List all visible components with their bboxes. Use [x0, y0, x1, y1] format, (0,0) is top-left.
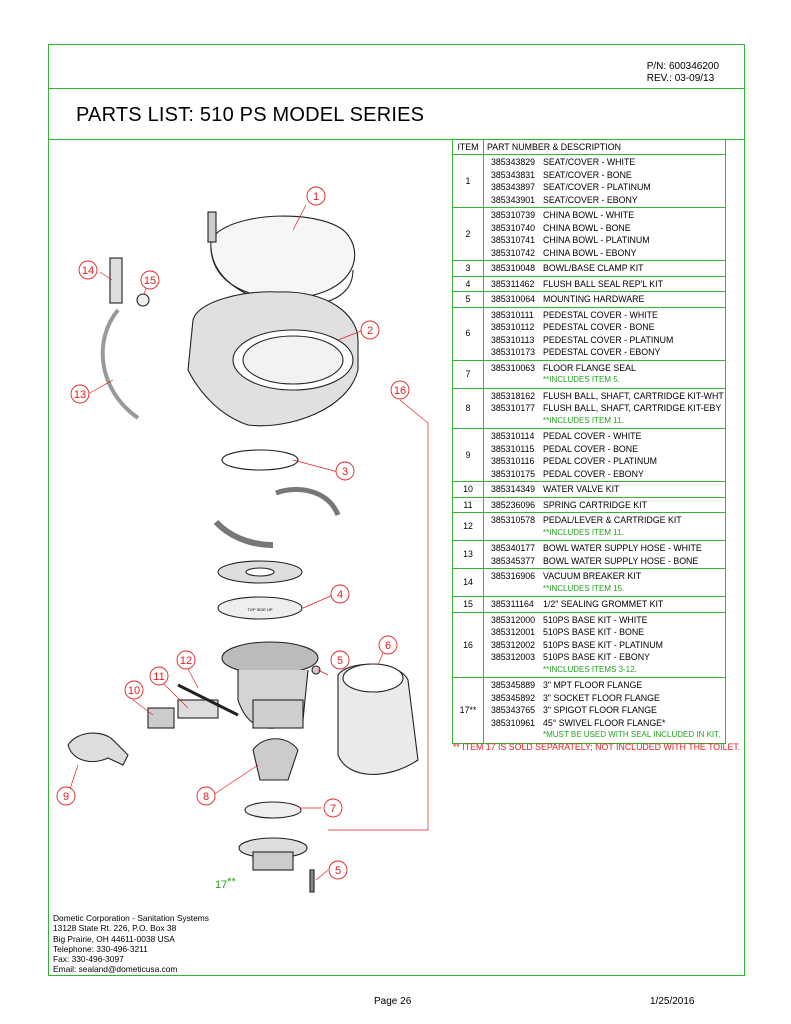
part-description: 510PS BASE KIT - EBONY	[543, 652, 650, 662]
item-description	[484, 360, 726, 388]
part-line	[491, 293, 725, 306]
callout-label: 7	[329, 803, 337, 815]
callout-label: 10	[127, 685, 141, 697]
part-number: 385312000	[491, 614, 536, 625]
item-17-label: 17**	[215, 876, 236, 891]
part-line	[491, 334, 725, 347]
part-description: VACUUM BREAKER KIT	[543, 571, 642, 581]
part-description: BOWL WATER SUPPLY HOSE - BONE	[543, 555, 699, 566]
item-description	[484, 261, 726, 277]
part-description: PEDESTAL COVER - WHITE	[543, 309, 658, 320]
part-line	[491, 626, 725, 639]
part-description: 510PS BASE KIT - PLATINUM	[543, 639, 663, 650]
item-description	[484, 388, 726, 429]
part-line	[491, 455, 725, 468]
part-number: 385236096	[491, 499, 536, 510]
table-row	[453, 208, 726, 261]
item-number: 9	[453, 429, 484, 482]
part-description: CHINA BOWL - EBONY	[543, 247, 637, 258]
part-description: PEDAL COVER - WHITE	[543, 431, 642, 441]
part-line	[491, 309, 725, 322]
part-description: BOWL/BASE CLAMP KIT	[543, 263, 644, 273]
part-number: 385345892	[491, 692, 536, 703]
part-description: SEAT/COVER - PLATINUM	[543, 182, 651, 192]
part-number: 385312003	[491, 652, 536, 662]
callout-label: 16	[393, 385, 407, 397]
part-number: 385310740	[491, 222, 536, 233]
part-line	[491, 234, 725, 247]
part-line	[491, 555, 725, 568]
part-description: FLOOR FLANGE SEAL	[543, 362, 636, 373]
part-number: 385312001	[491, 627, 536, 637]
item-number: 14	[453, 569, 484, 597]
table-row	[453, 429, 726, 482]
item-number: 16	[453, 612, 484, 678]
parts-table	[452, 139, 726, 744]
table-header-row	[453, 140, 726, 155]
part-number: 385310063	[491, 362, 536, 373]
table-row	[453, 497, 726, 513]
callout-label: 5	[334, 865, 342, 877]
part-line	[491, 514, 725, 527]
company-address	[53, 913, 209, 975]
part-number: 385316906	[491, 571, 536, 581]
item-description	[484, 307, 726, 360]
part-description: PEDAL COVER - BONE	[543, 443, 638, 454]
part-line	[491, 542, 725, 555]
callout-label: 12	[179, 655, 193, 667]
callout-label: 2	[366, 325, 374, 337]
part-description: CHINA BOWL - WHITE	[543, 210, 635, 220]
item-description	[484, 678, 726, 744]
exploded-view-diagram	[48, 140, 448, 900]
part-description: PEDAL COVER - EBONY	[543, 468, 644, 479]
item-description	[484, 497, 726, 513]
part-line	[491, 443, 725, 456]
part-line	[491, 156, 725, 169]
table-row	[453, 482, 726, 498]
pedal-cover-shape	[68, 733, 128, 765]
item-number: 10	[453, 482, 484, 498]
seat-bolt-shape	[208, 212, 216, 242]
part-number: 385310114	[491, 431, 535, 441]
table-row	[453, 292, 726, 308]
part-number: 385310048	[491, 263, 536, 273]
table-row	[453, 360, 726, 388]
part-line	[491, 704, 725, 717]
item-description	[484, 155, 726, 208]
part-line	[491, 468, 725, 481]
callout-label: 9	[62, 791, 70, 803]
item-number: 13	[453, 541, 484, 569]
item-number: 7	[453, 360, 484, 388]
part-number: 385310173	[491, 347, 536, 357]
table-row	[453, 678, 726, 744]
part-line	[491, 169, 725, 182]
print-date: 1/25/2016	[650, 996, 695, 1007]
page-title: PARTS LIST: 510 PS MODEL SERIES	[76, 104, 425, 126]
callout-label: 14	[81, 265, 95, 277]
part-number: 385310115	[491, 443, 535, 454]
part-number: P/N: 600346200	[646, 61, 719, 72]
part-line	[491, 483, 725, 496]
part-number: 385310064	[491, 294, 536, 304]
part-line	[491, 717, 725, 730]
part-description: SPRING CARTRIDGE KIT	[543, 499, 647, 510]
table-row	[453, 612, 726, 678]
item-number: 3	[453, 261, 484, 277]
part-number: 385310578	[491, 515, 536, 525]
item-number: 11	[453, 497, 484, 513]
part-number: 385310116	[491, 456, 535, 466]
part-line	[491, 499, 725, 512]
part-description: 510PS BASE KIT - BONE	[543, 627, 645, 637]
part-description: FLUSH BALL SEAL REP'L KIT	[543, 278, 663, 289]
part-number: 385340177	[491, 543, 536, 553]
item-description	[484, 597, 726, 613]
part-description: CHINA BOWL - PLATINUM	[543, 235, 650, 245]
includes-note: **INCLUDES ITEM 5.	[543, 375, 620, 384]
table-row	[453, 261, 726, 277]
item-number: 4	[453, 276, 484, 292]
item-description	[484, 541, 726, 569]
part-description: SEAT/COVER - WHITE	[543, 157, 636, 167]
company-name: Dometic Corporation - Sanitation Systems	[53, 913, 209, 923]
part-number: 385343765	[491, 705, 536, 715]
part-number: 385311462	[491, 278, 535, 289]
part-number: 385345377	[491, 555, 536, 566]
part-line	[491, 390, 725, 403]
part-line	[491, 651, 725, 664]
part-line	[491, 570, 725, 583]
item-description	[484, 513, 726, 541]
sold-separately-warning: ** ITEM 17 IS SOLD SEPARATELY; NOT INCLUDED WITH THE TOILET.	[453, 742, 741, 752]
part-number: 385310742	[491, 247, 536, 258]
item-number: 1	[453, 155, 484, 208]
part-line	[491, 614, 725, 627]
part-number: 385310175	[491, 468, 536, 479]
table-row	[453, 307, 726, 360]
callout-label: 8	[202, 791, 210, 803]
water-valve-shape	[148, 708, 174, 728]
part-line	[491, 247, 725, 260]
item-number: 17**	[453, 678, 484, 744]
callout-label: 6	[384, 640, 392, 652]
header-item: ITEM	[453, 140, 484, 155]
mounting-bolt-shape	[310, 870, 314, 892]
item-description	[484, 612, 726, 678]
part-description: SEAT/COVER - BONE	[543, 169, 632, 180]
item-number: 2	[453, 208, 484, 261]
part-description: 510PS BASE KIT - WHITE	[543, 614, 648, 625]
part-number: 385345889	[491, 680, 536, 690]
callout-label: 5	[336, 655, 344, 667]
address-line-2: Big Prairie, OH 44611-0038 USA	[53, 933, 175, 944]
part-line	[491, 321, 725, 334]
part-description: PEDESTAL COVER - BONE	[543, 322, 655, 332]
item-description	[484, 429, 726, 482]
part-line	[491, 598, 725, 611]
header-divider	[48, 88, 745, 89]
part-description: CHINA BOWL - BONE	[543, 222, 631, 233]
part-number: 385343831	[491, 169, 536, 180]
item-number: 6	[453, 307, 484, 360]
email: Email: sealand@dometicusa.com	[53, 964, 178, 975]
part-number: 385314349	[491, 484, 536, 494]
part-description: FLUSH BALL, SHAFT, CARTRIDGE KIT-EBY	[543, 403, 722, 413]
part-number: 385343901	[491, 194, 536, 205]
callout-label: 4	[336, 589, 344, 601]
part-number: 385343897	[491, 182, 536, 192]
item-number: 12	[453, 513, 484, 541]
water-hose-shape	[103, 310, 138, 418]
part-number: 385312002	[491, 639, 536, 650]
header-description: PART NUMBER & DESCRIPTION	[484, 140, 726, 155]
part-description: 3" SOCKET FLOOR FLANGE	[543, 692, 660, 703]
revision: REV.: 03-09/13	[646, 73, 715, 84]
callout-label: 3	[341, 466, 349, 478]
part-description: 45° SWIVEL FLOOR FLANGE*	[543, 717, 666, 728]
item-description	[484, 292, 726, 308]
table-row	[453, 513, 726, 541]
page-number: Page 26	[374, 996, 412, 1007]
part-line	[491, 181, 725, 194]
part-number: 385310111	[491, 309, 534, 320]
part-line	[491, 278, 725, 291]
base-top-shape	[222, 642, 318, 674]
fax: Fax: 330-496-3097	[53, 954, 124, 965]
part-number: 385310177	[491, 403, 536, 413]
callout-label: 1	[312, 191, 320, 203]
part-description: PEDESTAL COVER - PLATINUM	[543, 334, 674, 345]
part-number: 385343829	[491, 157, 536, 167]
flush-ball-shape	[253, 739, 298, 780]
part-line	[491, 209, 725, 222]
part-description: 1/2" SEALING GROMMET KIT	[543, 599, 664, 609]
part-line	[491, 639, 725, 652]
table-row	[453, 155, 726, 208]
seat-cover-shape	[211, 216, 355, 298]
includes-note: **INCLUDES ITEM 11.	[543, 415, 624, 425]
part-description: PEDAL COVER - PLATINUM	[543, 456, 657, 466]
item-description	[484, 482, 726, 498]
callout-label: 15	[143, 275, 157, 287]
part-description: FLUSH BALL, SHAFT, CARTRIDGE KIT-WHT	[543, 390, 724, 401]
part-description: 3" MPT FLOOR FLANGE	[543, 680, 643, 690]
item-description	[484, 208, 726, 261]
part-line	[491, 194, 725, 207]
part-line	[491, 262, 725, 275]
floor-flange-seal-shape	[245, 802, 301, 818]
part-line	[491, 362, 725, 375]
grommet-shape	[137, 294, 149, 306]
part-line	[491, 692, 725, 705]
part-number: 385310113	[491, 334, 535, 345]
table-row	[453, 569, 726, 597]
item-number: 5	[453, 292, 484, 308]
callout-label: 13	[73, 389, 87, 401]
telephone: Telephone: 330-496-3211	[53, 943, 148, 954]
part-number-block	[647, 61, 719, 85]
part-number: 385311164	[491, 599, 534, 609]
item-description	[484, 569, 726, 597]
part-line	[491, 346, 725, 359]
part-description: BOWL WATER SUPPLY HOSE - WHITE	[543, 543, 702, 553]
table-row	[453, 276, 726, 292]
vacuum-breaker-shape	[110, 258, 122, 303]
part-description: PEDESTAL COVER - EBONY	[543, 347, 661, 357]
part-number: 385310112	[491, 322, 535, 332]
part-line	[491, 430, 725, 443]
part-description: PEDAL/LEVER & CARTRIDGE KIT	[543, 515, 682, 525]
item-description	[484, 276, 726, 292]
includes-note: *MUST BE USED WITH SEAL INCLUDED IN KIT.	[543, 730, 721, 739]
table-row	[453, 388, 726, 429]
table-row	[453, 541, 726, 569]
includes-note: **INCLUDES ITEM 11.	[543, 527, 624, 537]
includes-note: **INCLUDES ITEMS 3-12.	[543, 664, 637, 674]
part-description: 3" SPIGOT FLOOR FLANGE	[543, 705, 657, 715]
callout-label: 11	[153, 671, 165, 683]
mounting-washer-shape	[312, 666, 320, 674]
part-number: 385318162	[491, 390, 536, 401]
address-line-1: 13128 State Rt. 226, P.O. Box 38	[53, 923, 177, 934]
part-description: MOUNTING HARDWARE	[543, 294, 645, 304]
plate-text: TOP SIDE UP	[247, 607, 273, 612]
item-number: 8	[453, 388, 484, 429]
part-number: 385310739	[491, 210, 536, 220]
part-line	[491, 402, 725, 415]
includes-note: **INCLUDES ITEM 15.	[543, 583, 625, 593]
part-line	[491, 679, 725, 692]
item-number: 15	[453, 597, 484, 613]
part-line	[491, 222, 725, 235]
clamp-ring-shape	[222, 450, 298, 470]
table-row	[453, 597, 726, 613]
part-number: 385310961	[491, 717, 536, 728]
part-number: 385310741	[491, 235, 536, 245]
part-description: SEAT/COVER - EBONY	[543, 194, 638, 205]
part-description: WATER VALVE KIT	[543, 484, 620, 494]
